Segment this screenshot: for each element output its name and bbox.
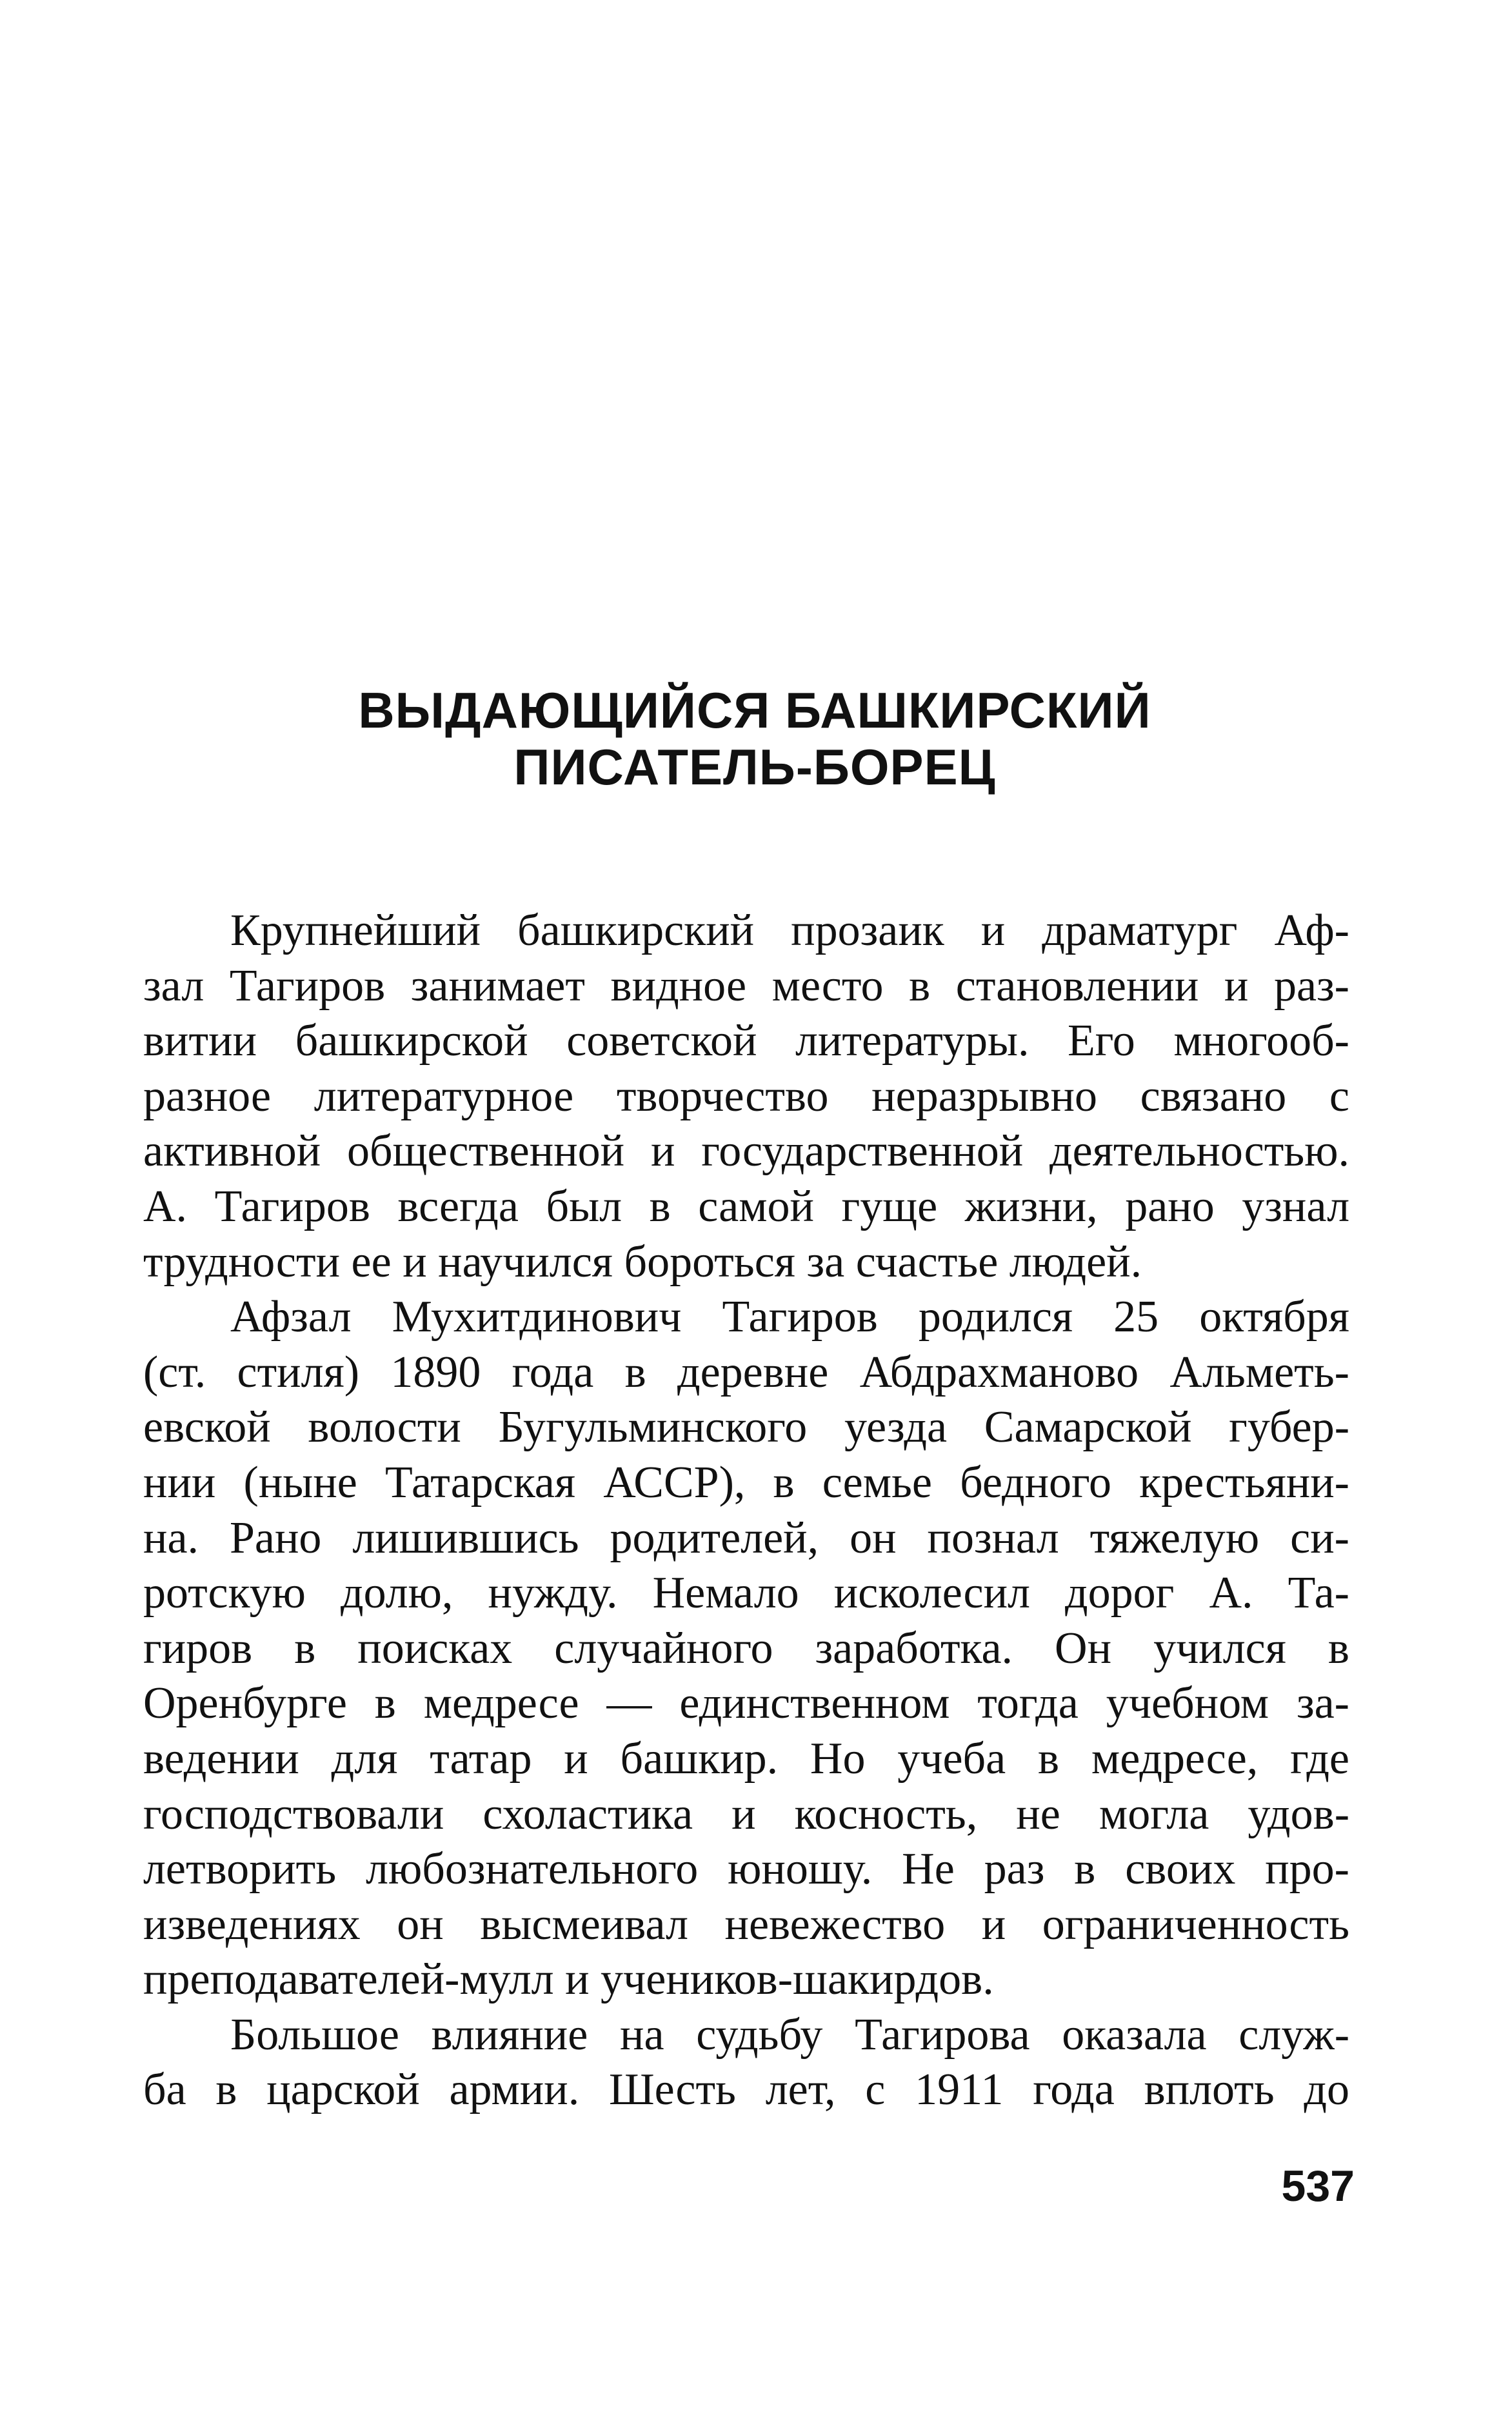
- chapter-title-line-2: ПИСАТЕЛЬ-БОРЕЦ: [513, 739, 996, 795]
- text-line: евской волости Бугульминского уезда Самарской губер-: [143, 1402, 1349, 1453]
- text-line: (ст. стиля) 1890 года в деревне Абдрахманово Альметь-: [143, 1347, 1349, 1397]
- text-line: ведении для татар и башкир. Но учеба в медресе, где: [143, 1733, 1349, 1784]
- text-line: активной общественной и государственной деятельностью.: [143, 1126, 1349, 1177]
- text-line: ба в царской армии. Шесть лет, с 1911 года вплоть до: [143, 2065, 1349, 2115]
- text-line: зал Тагиров занимает видное место в становлении и раз-: [143, 960, 1349, 1011]
- text-line: разное литературное творчество неразрывно связано с: [143, 1071, 1349, 1121]
- text-line: Афзал Мухитдинович Тагиров родился 25 октября: [230, 1292, 1349, 1342]
- text-line: А. Тагиров всегда был в самой гуще жизни, рано узнал: [143, 1181, 1349, 1231]
- text-line: преподавателей-мулл и учеников-шакирдов.: [143, 1954, 994, 2005]
- text-line: ротскую долю, нужду. Немало исколесил дорог А. Та-: [143, 1568, 1349, 1618]
- text-line: изведениях он высмеивал невежество и ограниченность: [143, 1899, 1349, 1949]
- page-number: 537: [1281, 2162, 1355, 2211]
- text-line: нии (ныне Татарская АССР), в семье бедного крестьяни-: [143, 1457, 1349, 1507]
- text-line: летворить любознательного юношу. Не раз в своих про-: [143, 1844, 1349, 1895]
- text-line: Большое влияние на судьбу Тагирова оказала служ-: [230, 2009, 1349, 2060]
- text-line: господствовали схоластика и косность, не могла удов-: [143, 1789, 1349, 1839]
- text-line: Крупнейший башкирский прозаик и драматург Аф-: [230, 906, 1349, 955]
- text-line: на. Рано лишившись родителей, он познал тяжелую си-: [143, 1513, 1349, 1563]
- text-line: Оренбурге в медресе — единственном тогда учебном за-: [143, 1678, 1349, 1729]
- text-line: витии башкирской советской литературы. Его многооб-: [143, 1016, 1349, 1066]
- text-line: гиров в поисках случайного заработка. Он учился в: [143, 1623, 1349, 1673]
- text-line: трудности ее и научился бороться за счастье людей.: [143, 1237, 1142, 1287]
- body-text: [143, 903, 1349, 2118]
- chapter-title-line-1: ВЫДАЮЩИЙСЯ БАШКИРСКИЙ: [358, 682, 1151, 739]
